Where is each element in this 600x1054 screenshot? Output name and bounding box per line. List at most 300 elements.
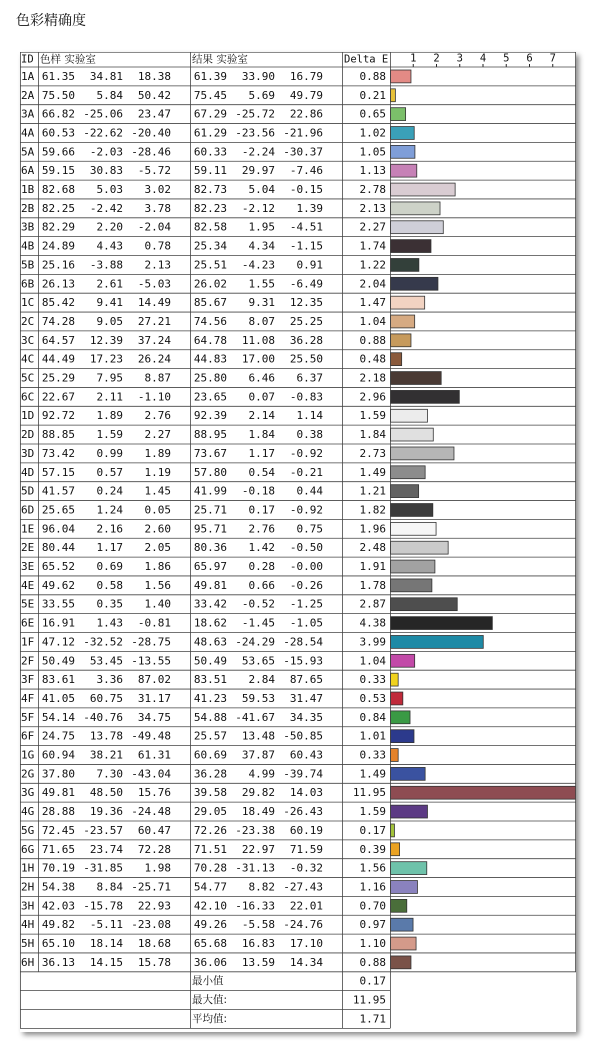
sample-lab-value: 96.04 — [41, 522, 75, 536]
row-id: 6E — [21, 616, 35, 630]
sample-lab-value: 31.17 — [137, 691, 171, 705]
sample-lab-value: 24.89 — [41, 239, 75, 253]
sample-lab-value: 28.88 — [41, 805, 75, 819]
result-lab-value: -6.49 — [289, 277, 323, 291]
delta-e-bar — [391, 881, 418, 894]
sample-lab-value: 0.57 — [96, 465, 123, 479]
result-lab-value: 41.99 — [193, 484, 227, 498]
row-id: 1F — [21, 635, 35, 649]
delta-e-bar — [391, 617, 493, 630]
sample-lab-value: 24.75 — [41, 729, 75, 743]
result-lab-value: -31.13 — [235, 861, 275, 875]
delta-e-bar — [391, 127, 415, 140]
sample-lab-value: -24.48 — [131, 805, 171, 819]
result-lab-value: -0.92 — [289, 503, 323, 517]
result-lab-value: 39.58 — [193, 786, 227, 800]
row-id: 6A — [21, 164, 35, 178]
result-lab-value: -15.93 — [283, 654, 323, 668]
result-lab-value: 49.79 — [289, 88, 323, 102]
result-lab-value: -1.05 — [289, 616, 323, 630]
row-id: 5A — [21, 145, 35, 159]
delta-e-value: 1.49 — [359, 465, 386, 479]
delta-e-value: 1.84 — [359, 428, 386, 442]
delta-e-bar — [391, 164, 417, 177]
delta-e-value: 0.84 — [359, 710, 386, 724]
sample-lab-value: 2.60 — [144, 522, 171, 536]
delta-e-value: 2.04 — [359, 277, 386, 291]
sample-lab-value: 82.68 — [41, 183, 75, 197]
sample-lab-value: -49.48 — [131, 729, 171, 743]
result-lab-value: 6.46 — [248, 371, 275, 385]
sample-lab-value: 38.21 — [89, 748, 123, 762]
sample-lab-value: 1.86 — [144, 560, 171, 574]
sample-lab-value: 37.24 — [137, 333, 171, 347]
row-id: 5G — [21, 823, 35, 837]
delta-e-bar — [391, 108, 406, 121]
delta-e-value: 0.97 — [359, 918, 386, 932]
sample-lab-value: 60.75 — [89, 691, 123, 705]
sample-lab-value: -23.57 — [83, 823, 123, 837]
result-lab-value: 1.17 — [248, 446, 275, 460]
sample-lab-value: 60.94 — [41, 748, 75, 762]
result-lab-value: -7.46 — [289, 164, 323, 178]
row-id: 1C — [21, 296, 35, 310]
sample-lab-value: 3.36 — [96, 673, 123, 687]
sample-lab-value: 1.89 — [144, 446, 171, 460]
sample-lab-value: 2.16 — [96, 522, 123, 536]
result-lab-value: 1.84 — [248, 428, 275, 442]
sample-lab-value: 65.10 — [41, 937, 75, 951]
sample-lab-value: 42.03 — [41, 899, 75, 913]
result-lab-value: 36.28 — [193, 767, 227, 781]
delta-e-value: 2.87 — [359, 597, 386, 611]
header-delta-e: Delta E — [344, 53, 389, 66]
delta-e-value: 3.99 — [359, 635, 386, 649]
row-id: 3A — [21, 107, 35, 121]
result-lab-value: -26.43 — [283, 805, 323, 819]
row-id: 6G — [21, 842, 35, 856]
row-id: 4D — [21, 465, 35, 479]
result-lab-value: 14.03 — [289, 786, 323, 800]
sample-lab-value: 70.19 — [41, 861, 75, 875]
x-tick-label-4: 4 — [479, 52, 487, 65]
result-lab-value: 22.01 — [289, 899, 323, 913]
delta-e-bar — [391, 447, 454, 460]
delta-e-value: 2.27 — [359, 220, 386, 234]
sample-lab-value: 26.24 — [137, 352, 171, 366]
row-id: 1B — [21, 183, 35, 197]
delta-e-value: 0.39 — [359, 842, 386, 856]
x-tick-label-2: 2 — [433, 52, 440, 65]
delta-e-bar — [391, 202, 441, 215]
result-lab-value: 8.07 — [248, 314, 275, 328]
delta-e-value: 0.21 — [359, 88, 386, 102]
result-lab-value: -23.38 — [235, 823, 275, 837]
row-id: 5C — [21, 371, 35, 385]
result-lab-value: 0.38 — [296, 428, 323, 442]
sample-lab-value: 44.49 — [41, 352, 75, 366]
sample-lab-value: -15.78 — [83, 899, 123, 913]
summary-value: 0.17 — [359, 974, 386, 988]
result-lab-value: -0.50 — [289, 541, 323, 555]
result-lab-value: 65.97 — [193, 560, 227, 574]
sample-lab-value: 3.02 — [144, 183, 171, 197]
delta-e-value: 1.01 — [359, 729, 386, 743]
sample-lab-value: 41.05 — [41, 691, 75, 705]
row-id: 3F — [21, 673, 35, 687]
result-lab-value: 70.28 — [193, 861, 227, 875]
sample-lab-value: 1.89 — [96, 409, 123, 423]
result-lab-value: 59.53 — [241, 691, 275, 705]
sample-lab-value: 7.30 — [96, 767, 123, 781]
delta-e-bar — [391, 70, 411, 83]
result-lab-value: -27.43 — [283, 880, 323, 894]
result-lab-value: 49.26 — [193, 918, 227, 932]
delta-e-bar — [391, 560, 435, 573]
sample-lab-value: 2.27 — [144, 428, 171, 442]
result-lab-value: -23.56 — [235, 126, 275, 140]
result-lab-value: -0.92 — [289, 446, 323, 460]
delta-e-value: 1.47 — [359, 296, 386, 310]
x-tick-label-5: 5 — [503, 52, 510, 65]
result-lab-value: 53.65 — [241, 654, 275, 668]
result-lab-value: -16.33 — [235, 899, 275, 913]
sample-lab-value: 16.91 — [41, 616, 75, 630]
result-lab-value: -4.51 — [289, 220, 323, 234]
sample-lab-value: 25.16 — [41, 258, 75, 272]
sample-lab-value: 82.25 — [41, 201, 75, 215]
delta-e-bar — [391, 541, 449, 554]
sample-lab-value: 85.42 — [41, 296, 75, 310]
summary-label: 最大值: — [192, 994, 228, 1007]
sample-lab-value: 25.65 — [41, 503, 75, 517]
result-lab-value: 74.56 — [193, 314, 227, 328]
row-id: 6B — [21, 277, 35, 291]
result-lab-value: 25.34 — [193, 239, 227, 253]
delta-e-bar — [391, 636, 484, 649]
result-lab-value: 2.76 — [248, 522, 275, 536]
sample-lab-value: -40.76 — [83, 710, 123, 724]
sample-lab-value: 83.61 — [41, 673, 75, 687]
sample-lab-value: 0.24 — [96, 484, 123, 498]
result-lab-value: 14.34 — [289, 955, 323, 969]
row-id: 3D — [21, 446, 35, 460]
delta-e-value: 1.82 — [359, 503, 386, 517]
x-tick-label-1: 1 — [410, 52, 417, 65]
sample-lab-value: -2.04 — [137, 220, 171, 234]
result-lab-value: 36.06 — [193, 955, 227, 969]
sample-lab-value: 47.12 — [41, 635, 75, 649]
result-lab-value: 29.05 — [193, 805, 227, 819]
summary-value: 1.71 — [359, 1012, 386, 1026]
sample-lab-value: 0.78 — [144, 239, 171, 253]
sample-lab-value: 48.50 — [89, 786, 123, 800]
delta-e-value: 1.74 — [359, 239, 386, 253]
sample-lab-value: 50.49 — [41, 654, 75, 668]
sample-lab-value: 14.15 — [89, 955, 123, 969]
sample-lab-value: -25.71 — [131, 880, 171, 894]
result-lab-value: 1.55 — [248, 277, 275, 291]
delta-e-bar — [391, 673, 399, 686]
sample-lab-value: 37.80 — [41, 767, 75, 781]
delta-e-bar — [391, 711, 411, 724]
sample-lab-value: 72.28 — [137, 842, 171, 856]
delta-e-bar — [391, 805, 428, 818]
result-lab-value: 61.29 — [193, 126, 227, 140]
x-tick-label-7: 7 — [549, 52, 556, 65]
sample-lab-value: 92.72 — [41, 409, 75, 423]
result-lab-value: 4.99 — [248, 767, 275, 781]
sample-lab-value: 0.58 — [96, 578, 123, 592]
sample-lab-value: 22.67 — [41, 390, 75, 404]
sample-lab-value: -32.52 — [83, 635, 123, 649]
row-id: 4E — [21, 578, 35, 592]
row-id: 2A — [21, 88, 35, 102]
result-lab-value: -1.25 — [289, 597, 323, 611]
delta-e-value: 1.02 — [359, 126, 386, 140]
sample-lab-value: 64.57 — [41, 333, 75, 347]
result-lab-value: 0.17 — [248, 503, 275, 517]
row-id: 4H — [21, 918, 35, 932]
delta-e-bar — [391, 918, 414, 931]
sample-lab-value: -20.40 — [131, 126, 171, 140]
row-id: 6H — [21, 955, 35, 969]
sample-lab-value: 54.14 — [41, 710, 75, 724]
result-lab-value: 5.69 — [248, 88, 275, 102]
delta-e-bar — [391, 956, 411, 969]
result-lab-value: 34.35 — [289, 710, 323, 724]
sample-lab-value: -22.62 — [83, 126, 123, 140]
delta-e-bar — [391, 315, 415, 328]
sample-lab-value: 88.85 — [41, 428, 75, 442]
result-lab-value: -2.24 — [241, 145, 275, 159]
result-lab-value: 33.90 — [241, 69, 275, 83]
sample-lab-value: 59.15 — [41, 164, 75, 178]
sample-lab-value: -0.81 — [137, 616, 171, 630]
sample-lab-value: 5.03 — [96, 183, 123, 197]
delta-e-value: 0.88 — [359, 69, 386, 83]
delta-e-value: 2.96 — [359, 390, 386, 404]
result-lab-value: 25.57 — [193, 729, 227, 743]
result-lab-value: 49.81 — [193, 578, 227, 592]
sample-lab-value: 9.41 — [96, 296, 123, 310]
delta-e-value: 1.49 — [359, 767, 386, 781]
delta-e-value: 1.10 — [359, 937, 386, 951]
result-lab-value: -0.26 — [289, 578, 323, 592]
sample-lab-value: 60.53 — [41, 126, 75, 140]
delta-e-value: 1.96 — [359, 522, 386, 536]
row-id: 1E — [21, 522, 35, 536]
sample-lab-value: 1.17 — [96, 541, 123, 555]
delta-e-bar — [391, 390, 460, 403]
delta-e-value: 0.33 — [359, 673, 386, 687]
result-lab-value: 18.62 — [193, 616, 227, 630]
result-lab-value: 6.37 — [296, 371, 323, 385]
result-lab-value: 65.68 — [193, 937, 227, 951]
sample-lab-value: 82.29 — [41, 220, 75, 234]
delta-e-bar — [391, 786, 577, 799]
sample-lab-value: 1.24 — [96, 503, 123, 517]
sample-lab-value: 18.38 — [137, 69, 171, 83]
result-lab-value: 82.58 — [193, 220, 227, 234]
result-lab-value: 72.26 — [193, 823, 227, 837]
sample-lab-value: 1.98 — [144, 861, 171, 875]
result-lab-value: 12.35 — [289, 296, 323, 310]
delta-e-bar — [391, 579, 432, 592]
sample-lab-value: 5.84 — [96, 88, 123, 102]
result-lab-value: 82.23 — [193, 201, 227, 215]
sample-lab-value: -1.10 — [137, 390, 171, 404]
result-lab-value: 50.49 — [193, 654, 227, 668]
result-lab-value: 67.29 — [193, 107, 227, 121]
delta-e-bar — [391, 937, 417, 950]
result-lab-value: 82.73 — [193, 183, 227, 197]
result-lab-value: 22.97 — [241, 842, 275, 856]
sample-lab-value: 30.83 — [89, 164, 123, 178]
sample-lab-value: 2.76 — [144, 409, 171, 423]
sample-lab-value: 17.23 — [89, 352, 123, 366]
x-tick-label-6: 6 — [526, 52, 533, 65]
sample-lab-value: 8.84 — [96, 880, 123, 894]
result-lab-value: 71.59 — [289, 842, 323, 856]
sample-lab-value: -5.72 — [137, 164, 171, 178]
delta-e-bar — [391, 843, 400, 856]
page-title: 色彩精确度 — [16, 13, 86, 29]
result-lab-value: 0.66 — [248, 578, 275, 592]
result-lab-value: 25.71 — [193, 503, 227, 517]
result-lab-value: 88.95 — [193, 428, 227, 442]
row-id: 2D — [21, 428, 35, 442]
delta-e-value: 1.16 — [359, 880, 386, 894]
sample-lab-value: 59.66 — [41, 145, 75, 159]
sample-lab-value: -28.46 — [131, 145, 171, 159]
result-lab-value: -0.15 — [289, 183, 323, 197]
result-lab-value: -41.67 — [235, 710, 275, 724]
header-result-lab: 结果 实验室 — [192, 53, 248, 66]
result-lab-value: 36.28 — [289, 333, 323, 347]
sample-lab-value: 87.02 — [137, 673, 171, 687]
header-id: ID — [21, 53, 34, 66]
result-lab-value: 17.00 — [241, 352, 275, 366]
delta-e-value: 0.70 — [359, 899, 386, 913]
result-lab-value: 48.63 — [193, 635, 227, 649]
sample-lab-value: -31.85 — [83, 861, 123, 875]
row-id: 5B — [21, 258, 35, 272]
sample-lab-value: 1.59 — [96, 428, 123, 442]
row-id: 2G — [21, 767, 35, 781]
result-lab-value: 29.97 — [241, 164, 275, 178]
sample-lab-value: 72.45 — [41, 823, 75, 837]
sample-lab-value: 34.75 — [137, 710, 171, 724]
row-id: 3C — [21, 333, 35, 347]
sample-lab-value: -13.55 — [131, 654, 171, 668]
sample-lab-value: -2.42 — [89, 201, 123, 215]
row-id: 5H — [21, 937, 35, 951]
row-id: 6D — [21, 503, 35, 517]
result-lab-value: -0.18 — [241, 484, 275, 498]
result-lab-value: 0.54 — [248, 465, 275, 479]
sample-lab-value: 9.05 — [96, 314, 123, 328]
result-lab-value: -24.29 — [235, 635, 275, 649]
row-id: 1D — [21, 409, 35, 423]
result-lab-value: 61.39 — [193, 69, 227, 83]
result-lab-value: -25.72 — [235, 107, 275, 121]
result-lab-value: 1.39 — [296, 201, 323, 215]
row-id: 3B — [21, 220, 35, 234]
sample-lab-value: 54.38 — [41, 880, 75, 894]
delta-e-bar — [391, 598, 458, 611]
row-id: 1G — [21, 748, 35, 762]
delta-e-value: 1.91 — [359, 560, 386, 574]
result-lab-value: -28.54 — [283, 635, 323, 649]
sample-lab-value: 74.28 — [41, 314, 75, 328]
result-lab-value: 25.50 — [289, 352, 323, 366]
result-lab-value: 85.67 — [193, 296, 227, 310]
delta-e-value: 2.13 — [359, 201, 386, 215]
result-lab-value: -0.32 — [289, 861, 323, 875]
delta-e-bar — [391, 466, 426, 479]
result-lab-value: 73.67 — [193, 446, 227, 460]
result-lab-value: 75.45 — [193, 88, 227, 102]
x-tick-label-3: 3 — [456, 52, 463, 65]
result-lab-value: 16.79 — [289, 69, 323, 83]
delta-e-value: 0.48 — [359, 352, 386, 366]
sample-lab-value: 33.55 — [41, 597, 75, 611]
delta-e-value: 1.04 — [359, 654, 386, 668]
result-lab-value: 29.82 — [241, 786, 275, 800]
sample-lab-value: 1.19 — [144, 465, 171, 479]
result-lab-value: 54.88 — [193, 710, 227, 724]
row-id: 3G — [21, 786, 35, 800]
sample-lab-value: -23.08 — [131, 918, 171, 932]
sample-lab-value: 41.57 — [41, 484, 75, 498]
result-lab-value: 0.91 — [296, 258, 323, 272]
sample-lab-value: 23.74 — [89, 842, 123, 856]
delta-e-bar — [391, 654, 415, 667]
result-lab-value: 41.23 — [193, 691, 227, 705]
row-id: 2H — [21, 880, 35, 894]
delta-e-value: 0.88 — [359, 955, 386, 969]
delta-e-value: 2.78 — [359, 183, 386, 197]
delta-e-value: 1.22 — [359, 258, 386, 272]
row-id: 3H — [21, 899, 35, 913]
row-id: 6F — [21, 729, 35, 743]
sample-lab-value: 36.13 — [41, 955, 75, 969]
delta-e-bar — [391, 749, 399, 762]
result-lab-value: 0.28 — [248, 560, 275, 574]
delta-e-bar — [391, 296, 425, 309]
sample-lab-value: 22.93 — [137, 899, 171, 913]
result-lab-value: 71.51 — [193, 842, 227, 856]
delta-e-bar — [391, 277, 438, 290]
result-lab-value: 60.19 — [289, 823, 323, 837]
delta-e-value: 1.04 — [359, 314, 386, 328]
result-lab-value: 0.75 — [296, 522, 323, 536]
result-lab-value: 33.42 — [193, 597, 227, 611]
sample-lab-value: -28.75 — [131, 635, 171, 649]
sample-lab-value: 75.50 — [41, 88, 75, 102]
row-id: 1A — [21, 69, 35, 83]
row-id: 2C — [21, 314, 35, 328]
result-lab-value: 26.02 — [193, 277, 227, 291]
delta-e-value: 4.38 — [359, 616, 386, 630]
result-lab-value: -50.85 — [283, 729, 323, 743]
sample-lab-value: -5.11 — [89, 918, 123, 932]
result-lab-value: 25.80 — [193, 371, 227, 385]
result-lab-value: 8.82 — [248, 880, 275, 894]
sample-lab-value: 1.40 — [144, 597, 171, 611]
result-lab-value: 1.95 — [248, 220, 275, 234]
